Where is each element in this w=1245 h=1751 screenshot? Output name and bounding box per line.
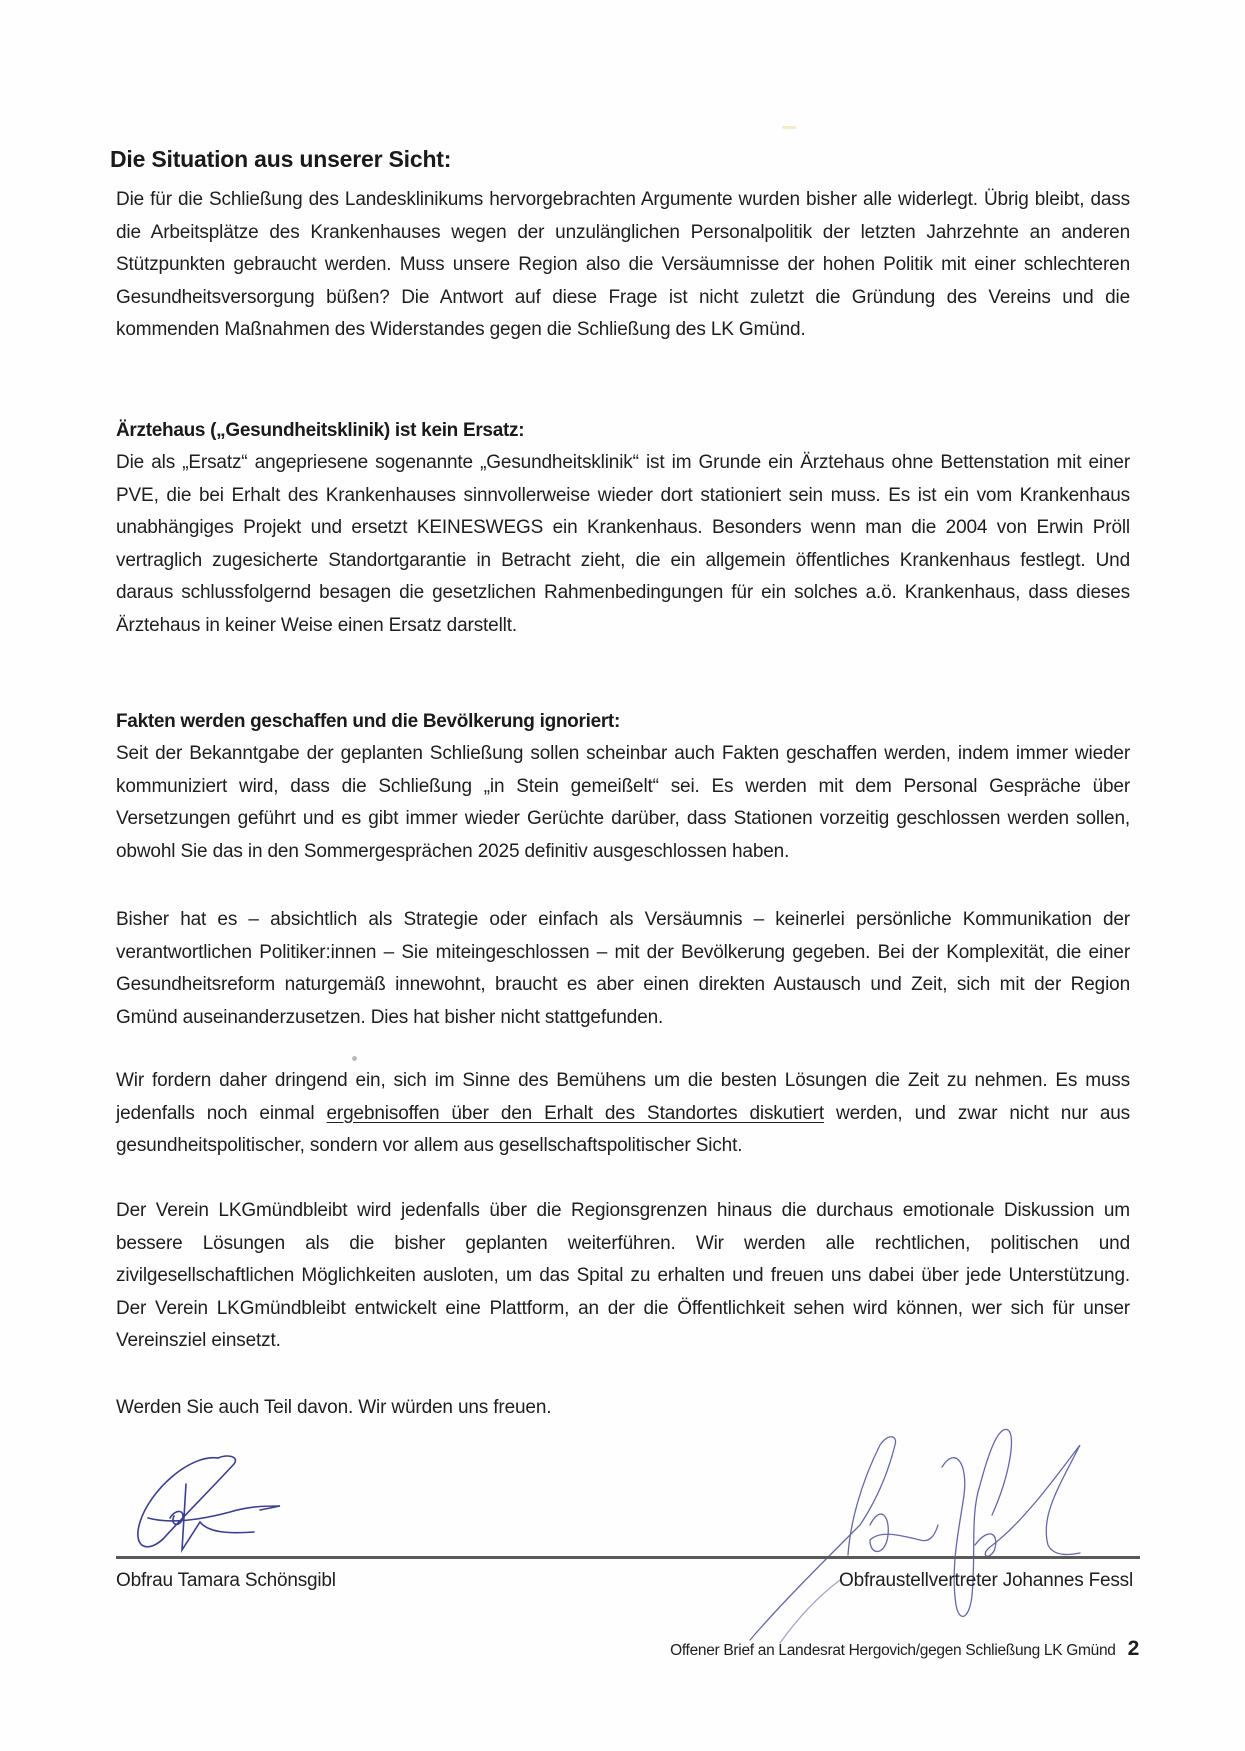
closing-sentence: Werden Sie auch Teil davon. Wir würden uns freuen.	[116, 1397, 552, 1418]
scan-speck	[352, 1056, 357, 1061]
paragraph-demand	[116, 1065, 1130, 1163]
section-body-fakten: Seit der Bekanntgabe der geplanten Schließung sollen scheinbar auch Fakten geschaffen werden, indem immer wieder kommuniziert wird, dass die Schließung „in Stein gemeißelt“ sei. Es werden mit dem Personal Gespräche über Versetzungen geführt und es gibt immer wieder Gerüchte darüber, dass Stationen vorzeitig geschlossen werden sollen, obwohl Sie das in den Sommergesprächen 2025 definitiv ausgeschlossen haben.	[116, 743, 1130, 862]
demand-text-before: Wir fordern daher dringend ein, sich im Sinne des Bemühens um die besten Lösungen die Zeit zu nehmen. Es muss jedenfalls noch einmal	[116, 1070, 1130, 1124]
page-title: Die Situation aus unserer Sicht:	[110, 146, 452, 172]
signature-line-left	[116, 1556, 676, 1559]
intro-paragraph: Die für die Schließung des Landesklinikums hervorgebrachten Argumente wurden bisher alle widerlegt. Übrig bleibt, dass die Arbeitsplätze des Krankenhauses wegen der unzulänglichen Personalpolitik der letzten Jahrzehnte an anderen Stützpunkten gebraucht werden. Muss unsere Region also die Versäumnisse der hohen Politik mit einer schlechteren Gesundheitsversorgung büßen? Die Antwort auf diese Frage ist nicht zuletzt die Gründung des Vereins und die kommenden Maßnahmen des Widerstandes gegen die Schließung des LK Gmünd.	[116, 189, 1130, 340]
scan-speck	[782, 126, 796, 129]
signatory-right-name: Obfraustellvertreter Johannes Fessl	[839, 1570, 1133, 1591]
demand-text-underlined: ergebnisoffen über den Erhalt des Standortes diskutiert	[326, 1102, 824, 1124]
signature-left	[130, 1450, 310, 1560]
section-heading-aerztehaus: Ärztehaus („Gesundheitsklinik) ist kein Ersatz:	[116, 420, 525, 441]
page-number: 2	[1127, 1637, 1139, 1660]
page-footer	[670, 1637, 1139, 1661]
paragraph-association: Der Verein LKGmündbleibt wird jedenfalls über die Regionsgrenzen hinaus die durchaus emotionale Diskussion um bessere Lösungen als die bisher geplanten weiterführen. Wir werden alle rechtlichen, politischen und zivilgesellschaftlichen Möglichkeiten ausloten, um das Spital zu erhalten und freuen uns dabei über jede Unterstützung. Der Verein LKGmündbleibt entwickelt eine Plattform, an der die Öffentlichkeit sehen wird können, wer sich für unser Vereinsziel einsetzt.	[116, 1200, 1130, 1351]
section-body-aerztehaus: Die als „Ersatz“ angepriesene sogenannte „Gesundheitsklinik“ ist im Grunde ein Ärztehaus ohne Bettenstation mit einer PVE, die bei Erhalt des Krankenhauses sinnvollerweise wieder dort stationiert sein muss. Es ist ein vom Krankenhaus unabhängiges Projekt und ersetzt KEINESWEGS ein Krankenhaus. Besonders wenn man die 2004 von Erwin Pröll vertraglich zugesicherte Standortgarantie in Betracht zieht, die ein allgemein öffentliches Krankenhaus festlegt. Und daraus schlussfolgernd besagen die gesetzlichen Rahmenbedingungen für ein solches a.ö. Krankenhaus, dass dieses Ärztehaus in keiner Weise einen Ersatz darstellt.	[116, 452, 1130, 636]
footer-text: Offener Brief an Landesrat Hergovich/gegen Schließung LK Gmünd	[670, 1642, 1116, 1659]
signature-line-right	[676, 1556, 1140, 1559]
demand-text-after: werden, und zwar nicht nur aus gesundheitspolitischer, sondern vor allem aus gesellschaftspolitischer Sicht.	[116, 1102, 1130, 1156]
signature-right	[720, 1405, 1140, 1645]
section-heading-fakten: Fakten werden geschaffen und die Bevölkerung ignoriert:	[116, 711, 620, 732]
paragraph-communication: Bisher hat es – absichtlich als Strategie oder einfach als Versäumnis – keinerlei persönliche Kommunikation der verantwortlichen Politiker:innen – Sie miteingeschlossen – mit der Bevölkerung gegeben. Bei der Komplexität, die einer Gesundheitsreform naturgemäß innewohnt, braucht es aber einen direkten Austausch und Zeit, sich mit der Region Gmünd auseinanderzusetzen. Dies hat bisher nicht stattgefunden.	[116, 909, 1130, 1028]
signatory-left-name: Obfrau Tamara Schönsgibl	[116, 1570, 336, 1591]
